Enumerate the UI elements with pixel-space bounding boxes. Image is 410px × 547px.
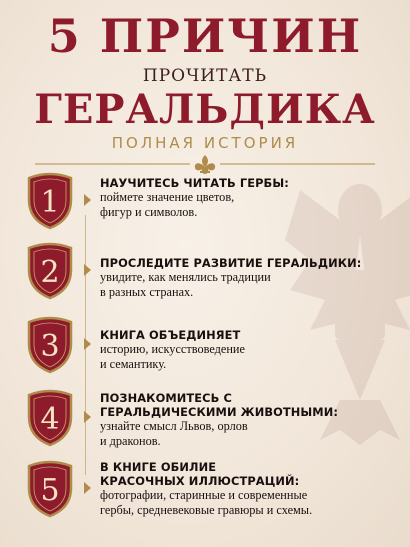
shield-icon bbox=[25, 387, 75, 447]
reason-number: 3 bbox=[40, 329, 60, 364]
reason-heading: КНИГА ОБЪЕДИНЯЕТ bbox=[100, 328, 241, 342]
pointer-arrow bbox=[84, 338, 91, 350]
reason-item-4 bbox=[0, 387, 410, 459]
page-title: 5 ПРИЧИН bbox=[47, 9, 363, 63]
book-tagline: ПОЛНАЯ ИСТОРИЯ bbox=[111, 134, 299, 152]
shield-icon bbox=[25, 314, 75, 374]
reason-item-3 bbox=[0, 314, 410, 386]
book-title: ГЕРАЛЬДИКА bbox=[34, 86, 376, 133]
reason-body: узнайте смысл Львов, орлов и драконов. bbox=[100, 419, 248, 448]
reason-number: 4 bbox=[40, 402, 60, 437]
reason-number: 1 bbox=[40, 185, 60, 220]
shield-icon bbox=[25, 240, 75, 300]
page-subtitle: ПРОЧИТАТЬ bbox=[142, 66, 268, 86]
reason-body: поймете значение цветов, фигур и символов. bbox=[100, 190, 235, 219]
reason-heading: НАУЧИТЕСЬ ЧИТАТЬ ГЕРБЫ: bbox=[100, 176, 289, 190]
reason-body: фотографии, старинные и современные гербы, средневековые гравюры и схемы. bbox=[100, 488, 313, 517]
reason-item-1 bbox=[0, 170, 410, 242]
reason-heading: ПРОСЛЕДИТЕ РАЗВИТИЕ ГЕРАЛЬДИКИ: bbox=[100, 256, 362, 270]
reason-body: увидите, как менялись традиции в разных странах. bbox=[100, 270, 271, 299]
shield-icon bbox=[25, 458, 75, 518]
pointer-arrow bbox=[84, 264, 91, 276]
reason-heading: В КНИГЕ ОБИЛИЕ КРАСОЧНЫХ ИЛЛЮСТРАЦИЙ: bbox=[100, 460, 300, 488]
reason-number: 5 bbox=[40, 473, 60, 508]
shield-icon bbox=[25, 170, 75, 230]
pointer-arrow bbox=[84, 411, 91, 423]
pointer-arrow bbox=[84, 194, 91, 206]
pointer-arrow bbox=[84, 482, 91, 494]
reason-item-2 bbox=[0, 240, 410, 312]
reason-number: 2 bbox=[40, 255, 60, 290]
reason-heading: ПОЗНАКОМИТЕСЬ С ГЕРАЛЬДИЧЕСКИМИ ЖИВОТНЫМИ: bbox=[100, 391, 339, 419]
reason-item-5 bbox=[0, 458, 410, 530]
reason-body: историю, искусствоведение и семантику. bbox=[100, 342, 245, 371]
